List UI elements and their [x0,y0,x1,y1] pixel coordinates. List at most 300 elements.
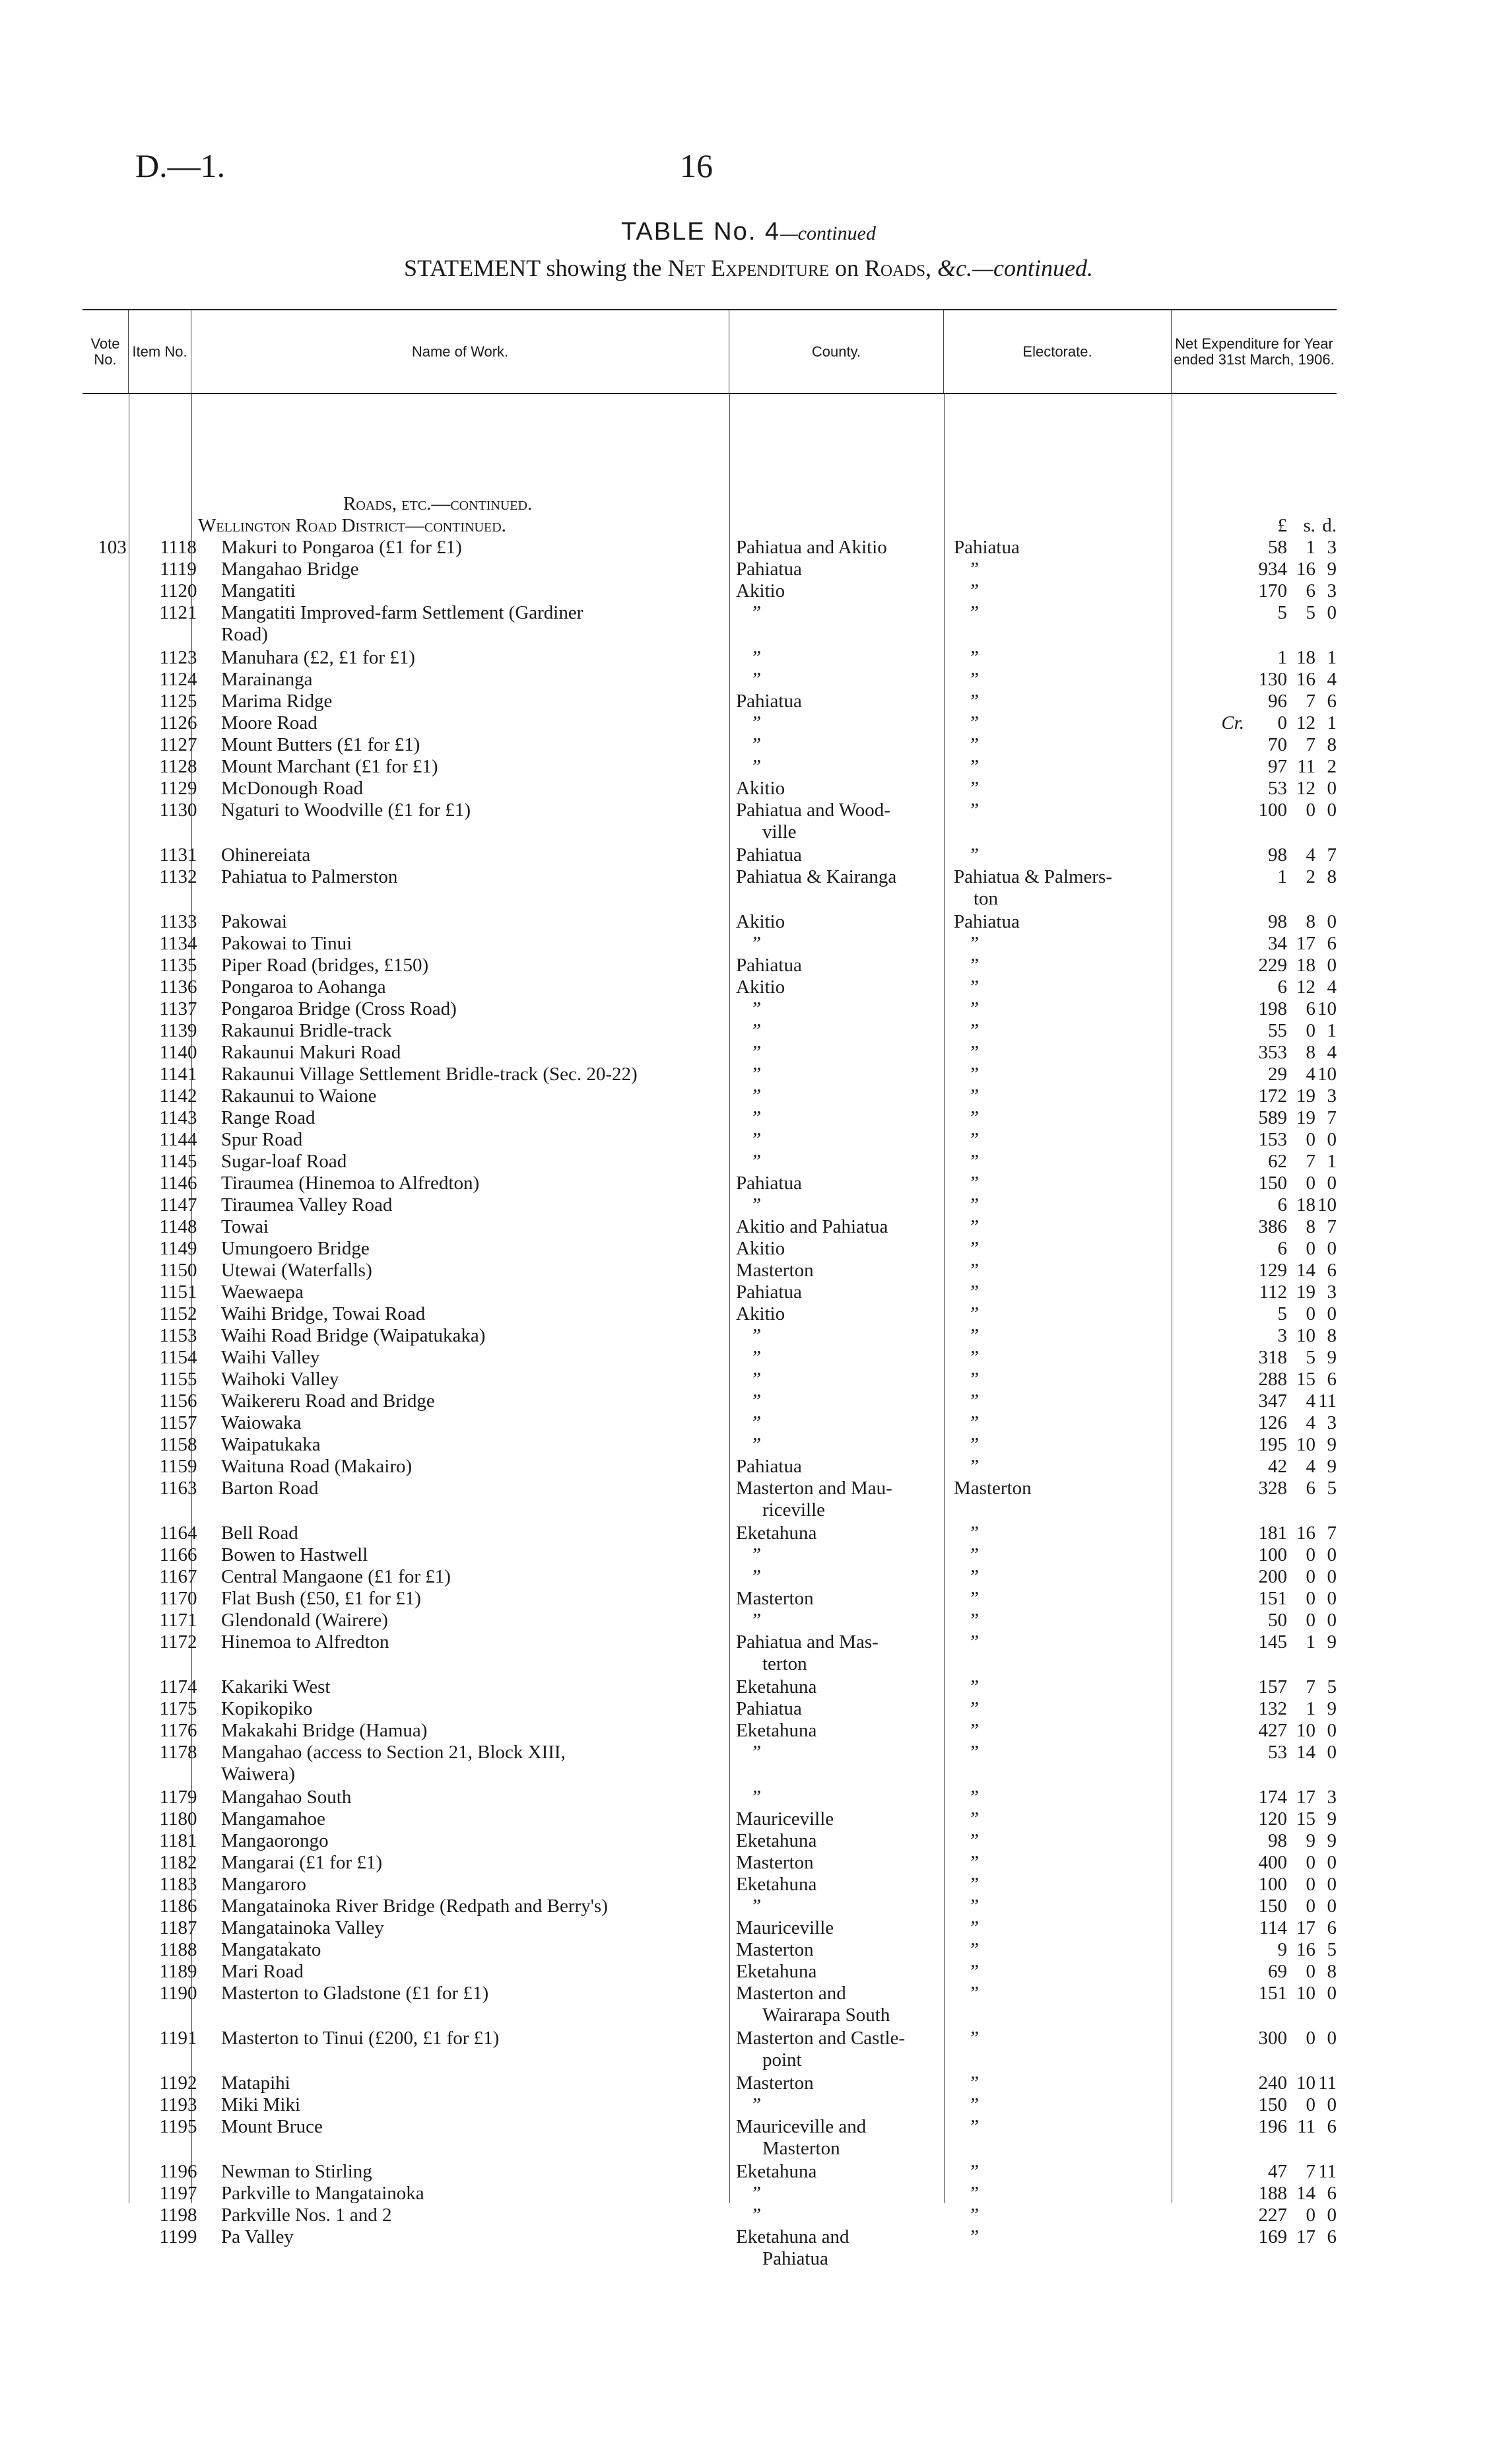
work-name: Rakaunui to Waione [221,1085,377,1107]
amount-pounds: 400 [1258,1852,1287,1873]
amount-pence: 9 [1327,1434,1337,1455]
amount-pounds: 34 [1268,933,1287,954]
amount-shillings: 8 [1306,1216,1315,1237]
amount-shillings: 0 [1306,1544,1315,1565]
electorate: Pahiatua [954,537,1020,558]
electorate: ” [968,1523,980,1544]
amount-pounds: 153 [1258,1129,1287,1150]
amount-pounds: 227 [1258,2205,1287,2226]
county: ” [750,1896,762,1917]
amount-pounds: 195 [1258,1434,1287,1455]
table-row [83,1588,1337,1610]
amount-pounds: 318 [1258,1347,1287,1368]
amount-pounds: 174 [1258,1787,1287,1808]
currency-units [1205,515,1337,537]
amount-pounds: 70 [1268,734,1287,755]
amount-pounds: 300 [1258,2028,1287,2049]
amount-shillings: 0 [1306,2094,1315,2115]
amount-pence: 0 [1327,1896,1337,1917]
electorate: ” [968,1787,980,1808]
amount-pence: 4 [1327,669,1337,690]
amount-shillings: 12 [1296,712,1315,734]
item-number: 1145 [159,1151,197,1172]
amount-pence: 10 [1317,1194,1337,1215]
electorate: ” [968,844,980,866]
county: Akitio [736,580,785,601]
amount-shillings: 5 [1306,1347,1315,1368]
work-name: Newman to Stirling [221,2161,372,2182]
item-number: 1163 [159,1478,197,1499]
table-row [83,1523,1337,1544]
amount-pence: 3 [1327,580,1337,601]
amount-pence: 9 [1327,1456,1337,1477]
work-name: Waikereru Road and Bridge [221,1390,435,1412]
item-number: 1120 [159,580,197,601]
amount-pounds: 50 [1268,1610,1287,1631]
county: ” [750,1434,762,1455]
electorate: ” [968,1808,980,1830]
amount-pence: 0 [1327,1303,1337,1324]
work-name: Barton Road [221,1478,319,1499]
item-number: 1127 [159,734,197,755]
table-row [83,1456,1337,1478]
item-number: 1170 [159,1588,197,1609]
amount-pounds: 3 [1277,1325,1287,1346]
electorate: ” [968,1107,980,1128]
amount-pounds: 172 [1258,1085,1287,1107]
table-row [83,602,1337,624]
table-row-continuation [83,2138,1337,2160]
table-row [83,1939,1337,1961]
county: Pahiatua and Akitio [736,537,887,558]
county-continued: terton [762,1653,807,1674]
amount-shillings: 4 [1306,1412,1315,1433]
amount-shillings: 0 [1306,2028,1315,2049]
item-number: 1180 [159,1808,197,1830]
work-name: Tiraumea (Hinemoa to Alfredton) [221,1173,480,1194]
amount-pounds: 427 [1258,1720,1287,1741]
amount-shillings: 17 [1296,2226,1315,2247]
work-name: Mari Road [221,1961,304,1982]
table-row [83,647,1337,669]
amount-shillings: 7 [1306,1151,1315,1172]
amount-shillings: 0 [1306,1129,1315,1150]
item-number: 1137 [159,998,197,1019]
amount-pounds: 129 [1258,1260,1287,1281]
amount-pence: 0 [1327,1238,1337,1259]
county: Akitio [736,911,785,932]
work-name: Masterton to Tinui (£200, £1 for £1) [221,2028,500,2049]
amount-shillings: 1 [1306,1698,1315,1719]
amount-pounds: 132 [1258,1698,1287,1719]
amount-pence: 0 [1327,778,1337,799]
amount-pounds: 328 [1258,1478,1287,1499]
electorate: ” [968,756,980,777]
electorate: ” [968,1676,980,1697]
table-row [83,691,1337,712]
table-row [83,756,1337,778]
work-name: Bowen to Hastwell [221,1544,368,1565]
electorate: ” [968,1129,980,1150]
county: ” [750,1020,762,1041]
amount-shillings: 4 [1306,844,1315,866]
item-number: 1155 [159,1369,197,1390]
county: ” [750,1610,762,1631]
amount-pounds: 150 [1258,2094,1287,2115]
work-name: Hinemoa to Alfredton [221,1631,389,1653]
amount-pence: 9 [1327,1808,1337,1830]
electorate: ” [968,1238,980,1259]
work-name: Masterton to Gladstone (£1 for £1) [221,1983,489,2004]
electorate: ” [968,1610,980,1631]
amount-pence: 0 [1327,800,1337,821]
amount-pence: 7 [1327,844,1337,866]
work-name: Mangahao (access to Section 21, Block XIII, [221,1742,566,1763]
work-name: Mount Marchant (£1 for £1) [221,756,438,777]
work-name: Waituna Road (Makairo) [221,1456,413,1477]
amount-shillings: 16 [1296,1523,1315,1544]
amount-pence: 0 [1327,2205,1337,2226]
subtitle-comma: , [925,255,932,281]
electorate: ” [968,1020,980,1041]
work-name: Mount Bruce [221,2116,323,2137]
table-row [83,1369,1337,1390]
county: Akitio [736,1238,785,1259]
electorate: ” [968,1896,980,1917]
item-number: 1119 [160,559,197,580]
table-row [83,2205,1337,2226]
amount-pence: 3 [1327,1412,1337,1433]
electorate: ” [968,1064,980,1085]
table-row [83,976,1337,998]
amount-pounds: 96 [1268,691,1287,712]
table-body [83,394,1337,2269]
electorate: ” [968,1282,980,1303]
table-row [83,580,1337,602]
item-number: 1186 [159,1896,197,1917]
table-row-continuation [83,2248,1337,2270]
amount-pence: 9 [1327,1347,1337,1368]
amount-shillings: 0 [1306,800,1315,821]
work-name: Mangatiti Improved-farm Settlement (Gardiner [221,602,583,623]
subtitle-on: on [834,255,859,281]
amount-pence: 8 [1327,866,1337,887]
amount-pence: 0 [1327,911,1337,932]
work-name: Pongaroa to Aohanga [221,976,386,998]
amount-shillings: 18 [1296,955,1315,976]
item-number: 1196 [159,2161,197,2182]
county: ” [750,1107,762,1128]
amount-pence: 10 [1317,1064,1337,1085]
work-name: Ohinereiata [221,844,311,866]
work-name: Pongaroa Bridge (Cross Road) [221,998,457,1019]
amount-pounds: 240 [1258,2072,1287,2094]
section-heading-district: Wellington Road District—continued. [198,515,506,536]
item-number: 1187 [159,1917,197,1938]
work-name: Matapihi [221,2072,290,2094]
work-name: Marima Ridge [221,691,333,712]
item-number: 1181 [159,1830,197,1851]
subtitle-lead: STATEMENT showing the [404,255,662,281]
county: Eketahuna [736,1523,817,1544]
electorate: ” [968,955,980,976]
amount-pounds: 100 [1258,1874,1287,1895]
table-row [83,559,1337,580]
work-name: Umungoero Bridge [221,1238,370,1259]
amount-pence: 8 [1327,1325,1337,1346]
amount-pence: 6 [1327,1917,1337,1938]
table-row [83,1787,1337,1808]
county: Mauriceville [736,1808,834,1830]
amount-pence: 1 [1327,712,1337,734]
table-row [83,955,1337,976]
work-name: Mangatiti [221,580,296,601]
table-row [83,1282,1337,1303]
amount-pence: 7 [1327,1523,1337,1544]
amount-pounds: 151 [1258,1588,1287,1609]
item-number: 1198 [159,2205,197,2226]
table-row [83,1544,1337,1566]
amount-pounds: 42 [1268,1456,1287,1477]
item-number: 1149 [159,1238,197,1259]
amount-pounds: 6 [1277,1194,1287,1215]
work-name: Waihi Road Bridge (Waipatukaka) [221,1325,486,1346]
county: ” [750,2183,762,2204]
county: ” [750,2205,762,2226]
table-row [83,1042,1337,1064]
amount-pence: 5 [1327,1478,1337,1499]
table-row-continuation [83,2004,1337,2026]
county: Eketahuna [736,2161,817,2182]
electorate: ” [968,669,980,690]
electorate: ” [968,1085,980,1107]
work-name: Rakaunui Makuri Road [221,1042,401,1063]
amount-shillings: 1 [1306,1631,1315,1653]
amount-pence: 6 [1327,933,1337,954]
work-name: Pakowai [221,911,287,932]
table-row [83,1742,1337,1763]
vote-number: 103 [98,537,127,558]
electorate: ” [968,1194,980,1215]
county: Pahiatua [736,1173,802,1194]
amount-pounds: 9 [1277,1939,1287,1960]
amount-pounds: 347 [1258,1390,1287,1412]
amount-pounds: 145 [1258,1631,1287,1653]
item-number: 1132 [159,866,197,887]
work-name-continued: Road) [221,624,268,645]
amount-shillings: 18 [1296,1194,1315,1215]
table-row [83,1238,1337,1260]
work-name: Pahiatua to Palmerston [221,866,398,887]
electorate: ” [968,712,980,734]
amount-shillings: 16 [1296,559,1315,580]
county: Akitio [736,1303,785,1324]
work-name: Central Mangaone (£1 for £1) [221,1566,451,1587]
electorate: ” [968,2183,980,2204]
item-number: 1197 [159,2183,197,2204]
amount-pounds: 5 [1277,1303,1287,1324]
county-continued: Wairarapa South [762,2004,890,2026]
work-name: Pa Valley [221,2226,294,2247]
amount-pounds: 47 [1268,2161,1287,2182]
electorate: ” [968,1983,980,2004]
county: Eketahuna and [736,2226,849,2247]
work-name: Miki Miki [221,2094,301,2115]
amount-shillings: 5 [1306,602,1315,623]
item-number: 1136 [159,976,197,998]
amount-shillings: 14 [1296,1260,1315,1281]
county: Akitio [736,778,785,799]
amount-pounds: 29 [1268,1064,1287,1085]
expenditure-table [83,309,1337,2269]
item-number: 1128 [159,756,197,777]
work-name: Rakaunui Bridle-track [221,1020,392,1041]
work-name: Mangatakato [221,1939,321,1960]
table-row [83,1961,1337,1983]
item-number: 1147 [159,1194,197,1215]
table-row [83,1808,1337,1830]
credit-marker: Cr. [1221,712,1244,734]
item-number: 1141 [159,1064,197,1085]
amount-shillings: 19 [1296,1085,1315,1107]
item-number: 1153 [159,1325,197,1346]
amount-pence: 0 [1327,2094,1337,2115]
county: Pahiatua [736,691,802,712]
work-name: Waihi Bridge, Towai Road [221,1303,426,1324]
county: Masterton and Castle- [736,2028,906,2049]
item-number: 1143 [159,1107,197,1128]
county: ” [750,1787,762,1808]
item-number: 1151 [159,1282,197,1303]
work-name: Mangatainoka River Bridge (Redpath and Berry's) [221,1896,608,1917]
electorate: ” [968,800,980,821]
amount-shillings: 0 [1306,1961,1315,1982]
table-row [83,1631,1337,1653]
amount-pounds: 386 [1258,1216,1287,1237]
county-continued: point [762,2049,802,2070]
item-number: 1172 [159,1631,197,1653]
amount-pence: 1 [1327,1151,1337,1172]
table-row-continuation [83,1763,1337,1785]
work-name: Waiowaka [221,1412,302,1433]
header-item: Item No. [129,310,191,393]
electorate: ” [968,1216,980,1237]
county: Pahiatua [736,1456,802,1477]
amount-shillings: 14 [1296,2183,1315,2204]
county: Pahiatua [736,844,802,866]
item-number: 1166 [159,1544,197,1565]
subtitle-net-expenditure: Net Expenditure [667,255,829,281]
amount-pounds: 55 [1268,1020,1287,1041]
amount-pounds: 1 [1277,866,1287,887]
work-name: Waihi Valley [221,1347,320,1368]
work-name: Makuri to Pongaroa (£1 for £1) [221,537,462,558]
amount-pounds: 151 [1258,1983,1287,2004]
amount-shillings: 19 [1296,1107,1315,1128]
amount-shillings: 18 [1296,647,1315,668]
amount-pence: 5 [1327,1676,1337,1697]
amount-pence: 6 [1327,1369,1337,1390]
amount-shillings: 1 [1306,537,1315,558]
amount-shillings: 11 [1297,756,1315,777]
county: ” [750,1390,762,1412]
amount-shillings: 7 [1306,2161,1315,2182]
table-row [83,669,1337,691]
amount-pence: 0 [1327,1544,1337,1565]
table-row [83,2116,1337,2138]
item-number: 1150 [159,1260,197,1281]
amount-pence: 0 [1327,1610,1337,1631]
amount-pence: 11 [1318,2161,1337,2182]
electorate: ” [968,2116,980,2137]
electorate: ” [968,559,980,580]
county: ” [750,2094,762,2115]
work-name: Bell Road [221,1523,298,1544]
amount-pence: 0 [1327,1566,1337,1587]
table-row [83,1610,1337,1631]
amount-pence: 9 [1327,559,1337,580]
amount-pounds: 170 [1258,580,1287,601]
county: ” [750,1412,762,1433]
amount-shillings: 0 [1306,1173,1315,1194]
work-name: Mangahao Bridge [221,559,359,580]
work-name: Waewaepa [221,1282,304,1303]
amount-pence: 6 [1327,1260,1337,1281]
county: Pahiatua and Mas- [736,1631,879,1653]
table-row [83,1830,1337,1852]
work-name: Moore Road [221,712,317,734]
table-row [83,1085,1337,1107]
table-row-continuation [83,1653,1337,1675]
amount-pence: 11 [1318,1390,1337,1412]
electorate: ” [968,1631,980,1653]
county: ” [750,669,762,690]
item-number: 1167 [159,1566,197,1587]
item-number: 1118 [160,537,197,558]
amount-shillings: 0 [1306,1020,1315,1041]
table-row [83,2183,1337,2205]
county: Pahiatua [736,955,802,976]
amount-pence: 7 [1327,1107,1337,1128]
county: ” [750,1194,762,1215]
item-number: 1121 [159,602,197,623]
county: Eketahuna [736,1830,817,1851]
amount-pence: 9 [1327,1631,1337,1653]
amount-shillings: 11 [1297,2116,1315,2137]
electorate: ” [968,1698,980,1719]
amount-pence: 0 [1327,955,1337,976]
amount-pounds: 353 [1258,1042,1287,1063]
county: ” [750,756,762,777]
table-row [83,1566,1337,1588]
table-row [83,1852,1337,1874]
unit-pence: d. [1322,515,1337,536]
amount-pence: 7 [1327,1216,1337,1237]
item-number: 1156 [159,1390,197,1412]
amount-shillings: 0 [1306,1896,1315,1917]
item-number: 1195 [159,2116,197,2137]
item-number: 1179 [159,1787,197,1808]
amount-pounds: 188 [1258,2183,1287,2204]
electorate: ” [968,1369,980,1390]
work-name: Glendonald (Wairere) [221,1610,388,1631]
amount-shillings: 0 [1306,1610,1315,1631]
work-name: Towai [221,1216,269,1237]
table-row [83,1698,1337,1720]
item-number: 1124 [159,669,197,690]
amount-shillings: 12 [1296,976,1315,998]
page-number: 16 [680,147,713,184]
